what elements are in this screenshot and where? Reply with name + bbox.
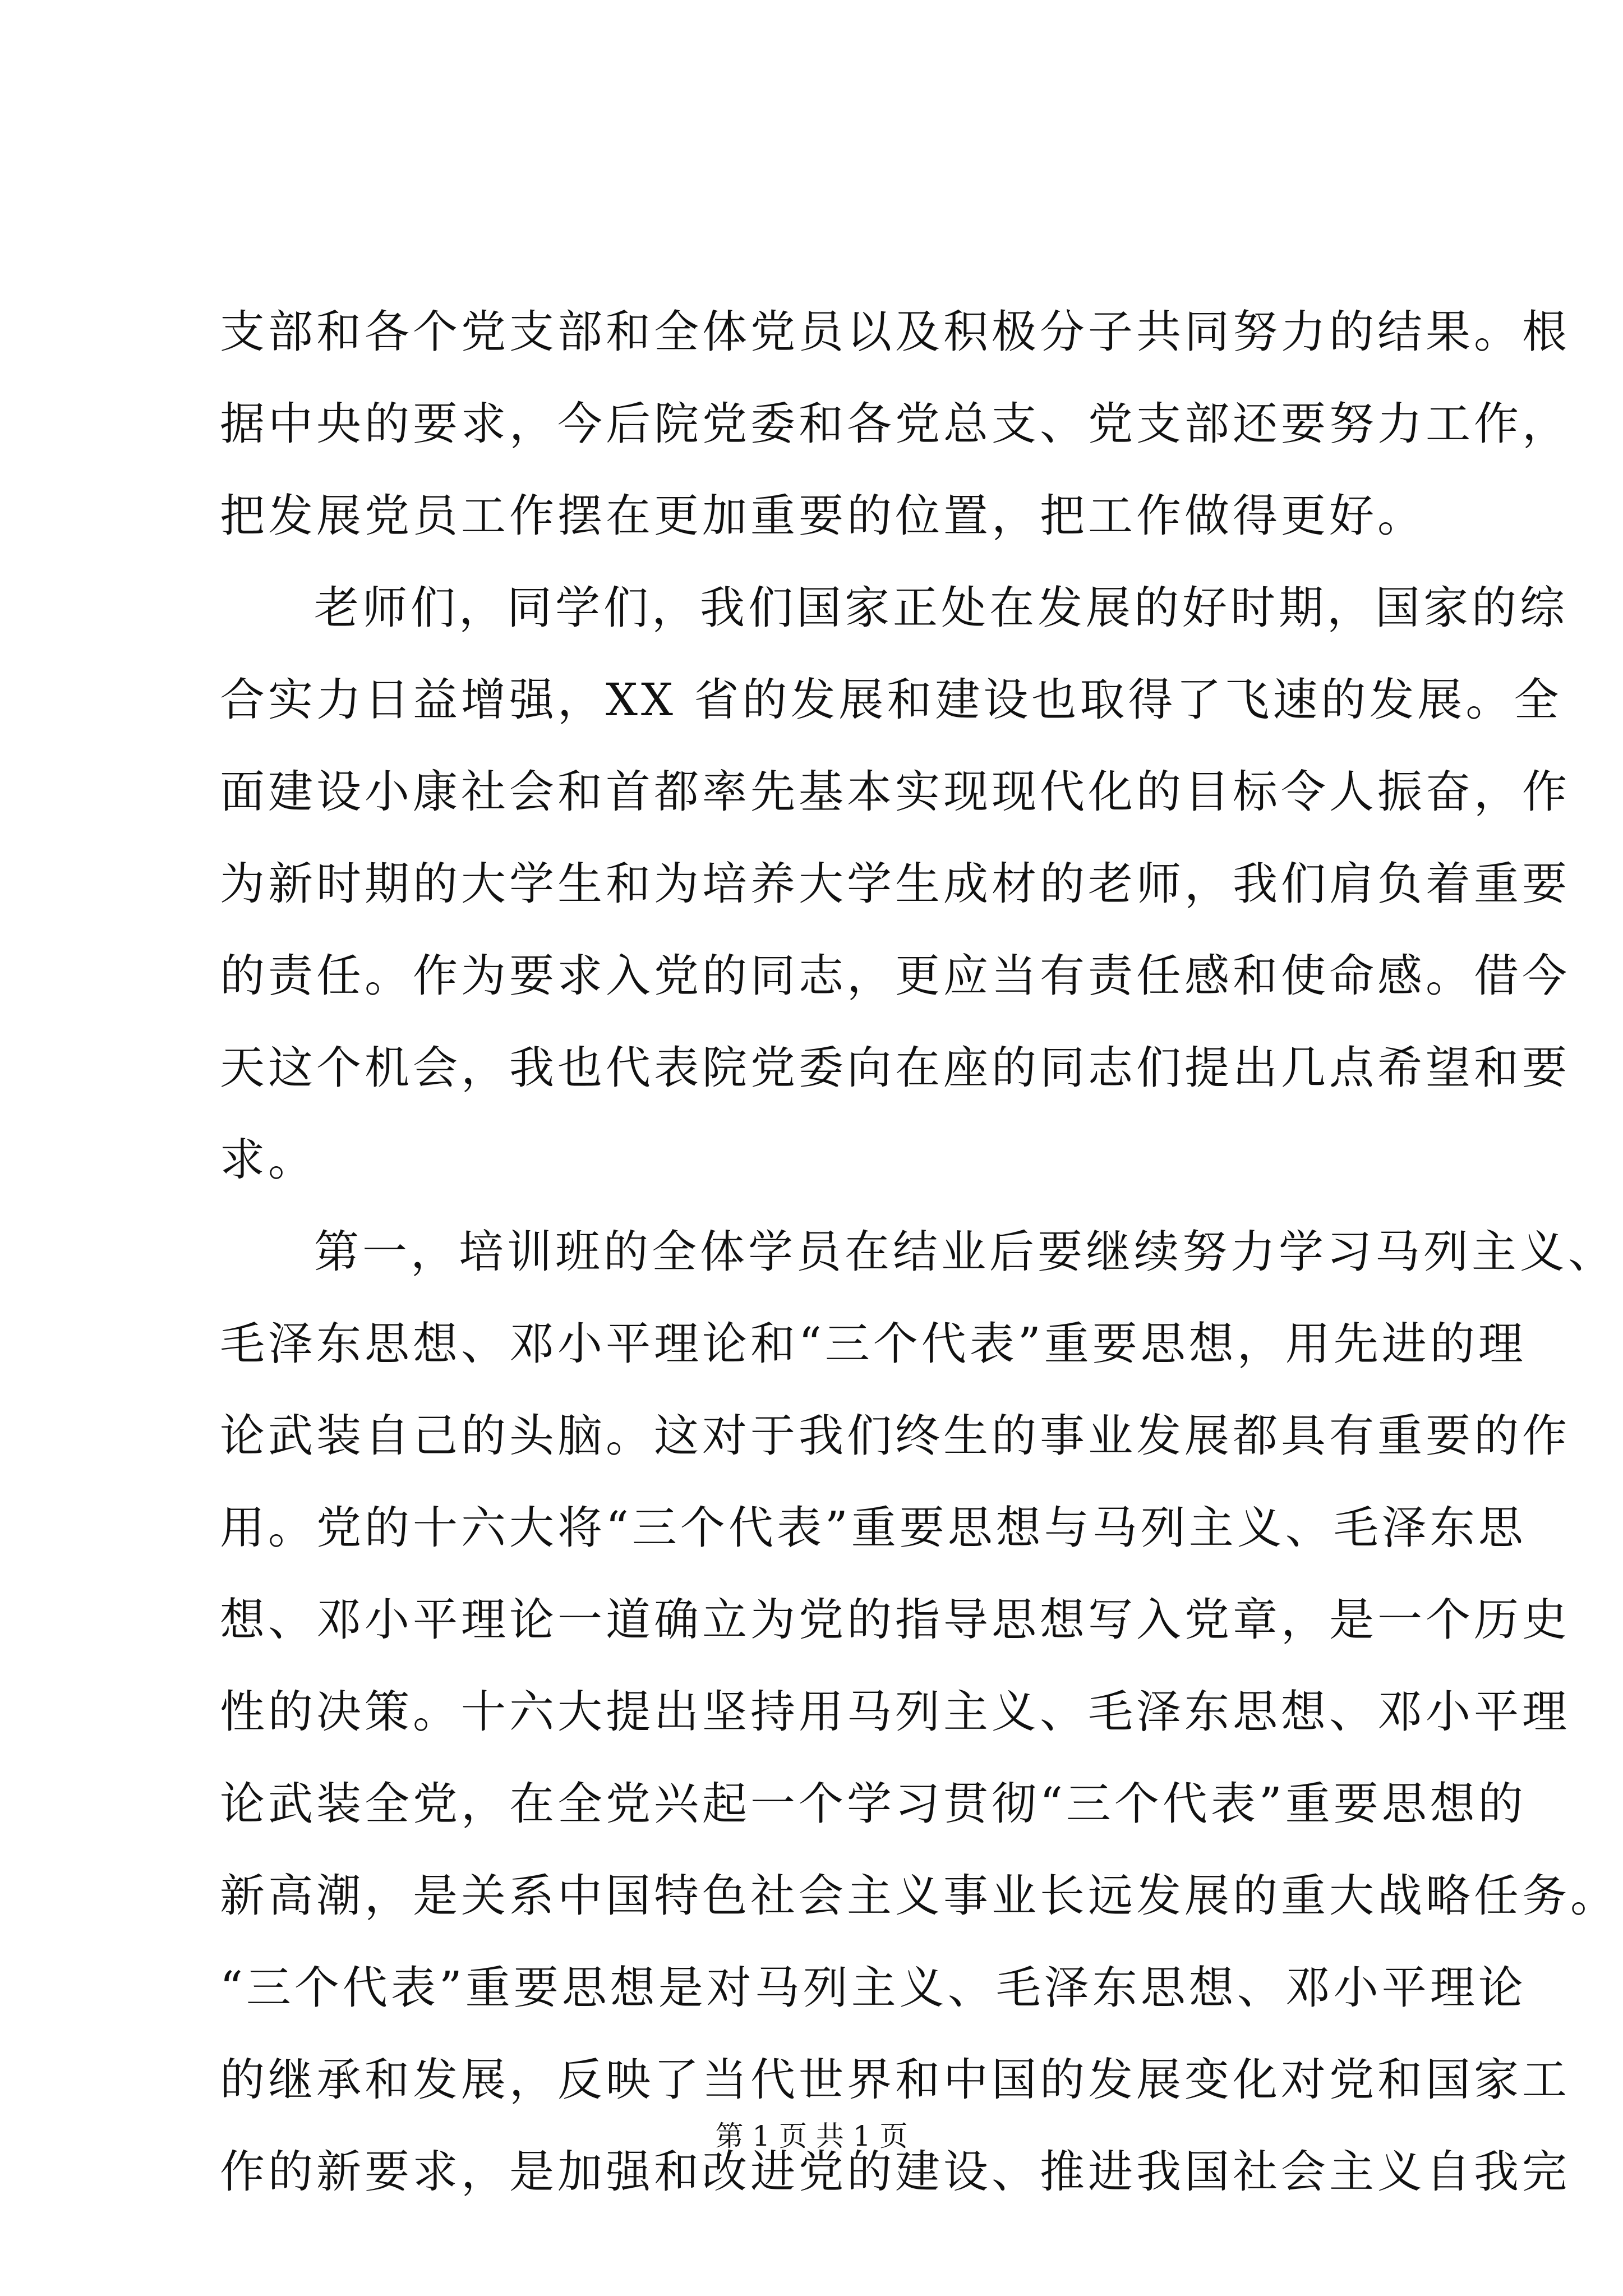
paragraph-3-line-11: 作的新要求，是加强和改进党的建设、推进我国社会主义自我完 xyxy=(220,2146,1570,2198)
paragraph-2-line-4: 为新时期的大学生和为培养大学生成材的老师，我们肩负着重要 xyxy=(220,858,1570,910)
paragraph-3-line-2: 毛泽东思想、邓小平理论和“三个代表”重要思想，用先进的理 xyxy=(220,1318,1527,1370)
paragraph-3-line-5: 想、邓小平理论一道确立为党的指导思想写入党章，是一个历史 xyxy=(220,1594,1570,1646)
paragraph-2-line-1: 老师们，同学们，我们国家正处在发展的好时期，国家的综 xyxy=(314,582,1568,634)
paragraph-2-line-6: 天这个机会，我也代表院党委向在座的同志们提出几点希望和要 xyxy=(220,1042,1570,1094)
paragraph-3-line-6: 性的决策。十六大提出坚持用马列主义、毛泽东思想、邓小平理 xyxy=(220,1686,1570,1738)
paragraph-3-line-8: 新高潮，是关系中国特色社会主义事业长远发展的重大战略任务。 xyxy=(220,1870,1619,1922)
paragraph-3-line-4: 用。党的十六大将“三个代表”重要思想与马列主义、毛泽东思 xyxy=(220,1502,1527,1554)
paragraph-3-line-7: 论武装全党，在全党兴起一个学习贯彻“三个代表”重要思想的 xyxy=(220,1778,1527,1830)
paragraph-3-line-9: “三个代表”重要思想是对马列主义、毛泽东思想、邓小平理论 xyxy=(220,1962,1527,2014)
paragraph-1-line-2: 据中央的要求，今后院党委和各党总支、党支部还要努力工作， xyxy=(220,398,1570,450)
paragraph-1-line-3: 把发展党员工作摆在更加重要的位置，把工作做得更好。 xyxy=(220,490,1426,542)
paragraph-2-line-5: 的责任。作为要求入党的同志，更应当有责任感和使命感。借今 xyxy=(220,950,1570,1002)
paragraph-2-line-2: 合实力日益增强，XX 省的发展和建设也取得了飞速的发展。全 xyxy=(220,674,1562,726)
paragraph-3-line-3: 论武装自己的头脑。这对于我们终生的事业发展都具有重要的作 xyxy=(220,1410,1570,1462)
paragraph-3-line-1: 第一，培训班的全体学员在结业后要继续努力学习马列主义、 xyxy=(314,1226,1616,1278)
paragraph-2-line-3: 面建设小康社会和首都率先基本实现现代化的目标令人振奋，作 xyxy=(220,766,1570,818)
page-number-footer: 第 1 页 共 1 页 xyxy=(715,2120,908,2152)
paragraph-2-line-7: 求。 xyxy=(220,1134,316,1186)
paragraph-3-line-10: 的继承和发展，反映了当代世界和中国的发展变化对党和国家工 xyxy=(220,2054,1570,2106)
document-body xyxy=(220,286,1619,2218)
paragraph-1-line-1: 支部和各个党支部和全体党员以及积极分子共同努力的结果。根 xyxy=(220,306,1570,358)
